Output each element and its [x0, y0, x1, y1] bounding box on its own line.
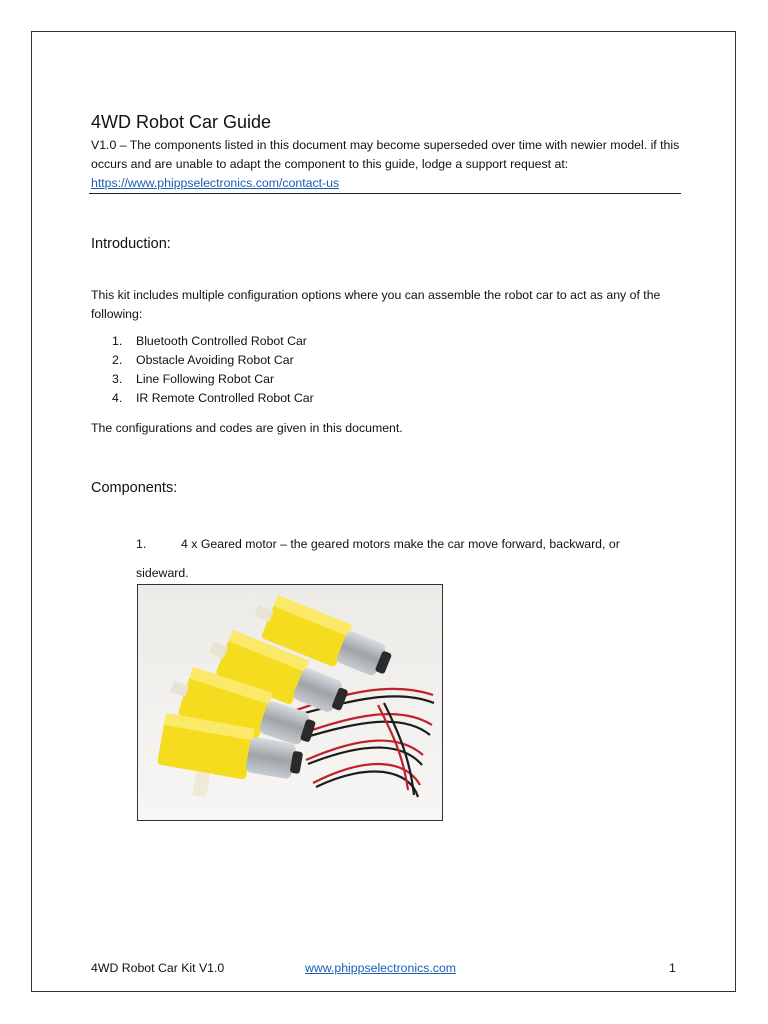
introduction-paragraph: This kit includes multiple configuration options where you can assemble the robot car to act as any of the following:: [91, 288, 661, 321]
document-page: [31, 31, 736, 992]
list-item: [112, 370, 314, 389]
component-item-text: 4 x Geared motor – the geared motors make the car move forward, backward, or: [181, 537, 620, 551]
component-item-number: 1.: [136, 537, 147, 551]
list-item-text: Obstacle Avoiding Robot Car: [136, 353, 294, 367]
list-item-number: 3.: [112, 372, 123, 386]
list-item-number: 4.: [112, 391, 123, 405]
footer-website-link[interactable]: www.phippselectronics.com: [305, 961, 457, 975]
component-item-text-continued: sideward.: [136, 566, 189, 580]
configuration-list: [112, 332, 314, 408]
list-item-number: 2.: [112, 353, 123, 367]
list-item-text: IR Remote Controlled Robot Car: [136, 391, 314, 405]
list-item-text: Bluetooth Controlled Robot Car: [136, 334, 307, 348]
document-title: 4WD Robot Car Guide: [91, 112, 272, 132]
page-number: 1: [669, 961, 676, 975]
list-item-number: 1.: [112, 334, 123, 348]
list-item-text: Line Following Robot Car: [136, 372, 275, 386]
geared-motors-illustration: [138, 585, 442, 820]
geared-motors-photo: [137, 584, 443, 821]
header-divider: [89, 193, 681, 194]
footer-kit-name: 4WD Robot Car Kit V1.0: [91, 961, 225, 975]
components-heading: Components:: [91, 480, 178, 496]
list-item: [112, 389, 314, 408]
support-link[interactable]: https://www.phippselectronics.com/contact-us: [91, 176, 340, 190]
version-note: [91, 136, 691, 193]
list-item: [112, 351, 314, 370]
introduction-heading: Introduction:: [91, 236, 171, 252]
version-note-text: V1.0 – The components listed in this document may become superseded over time with newier model. if this occurs and are unable to adapt the component to this guide, lodge a support request at:: [91, 138, 680, 171]
introduction-closing: The configurations and codes are given in this document.: [91, 421, 403, 435]
list-item: [112, 332, 314, 351]
